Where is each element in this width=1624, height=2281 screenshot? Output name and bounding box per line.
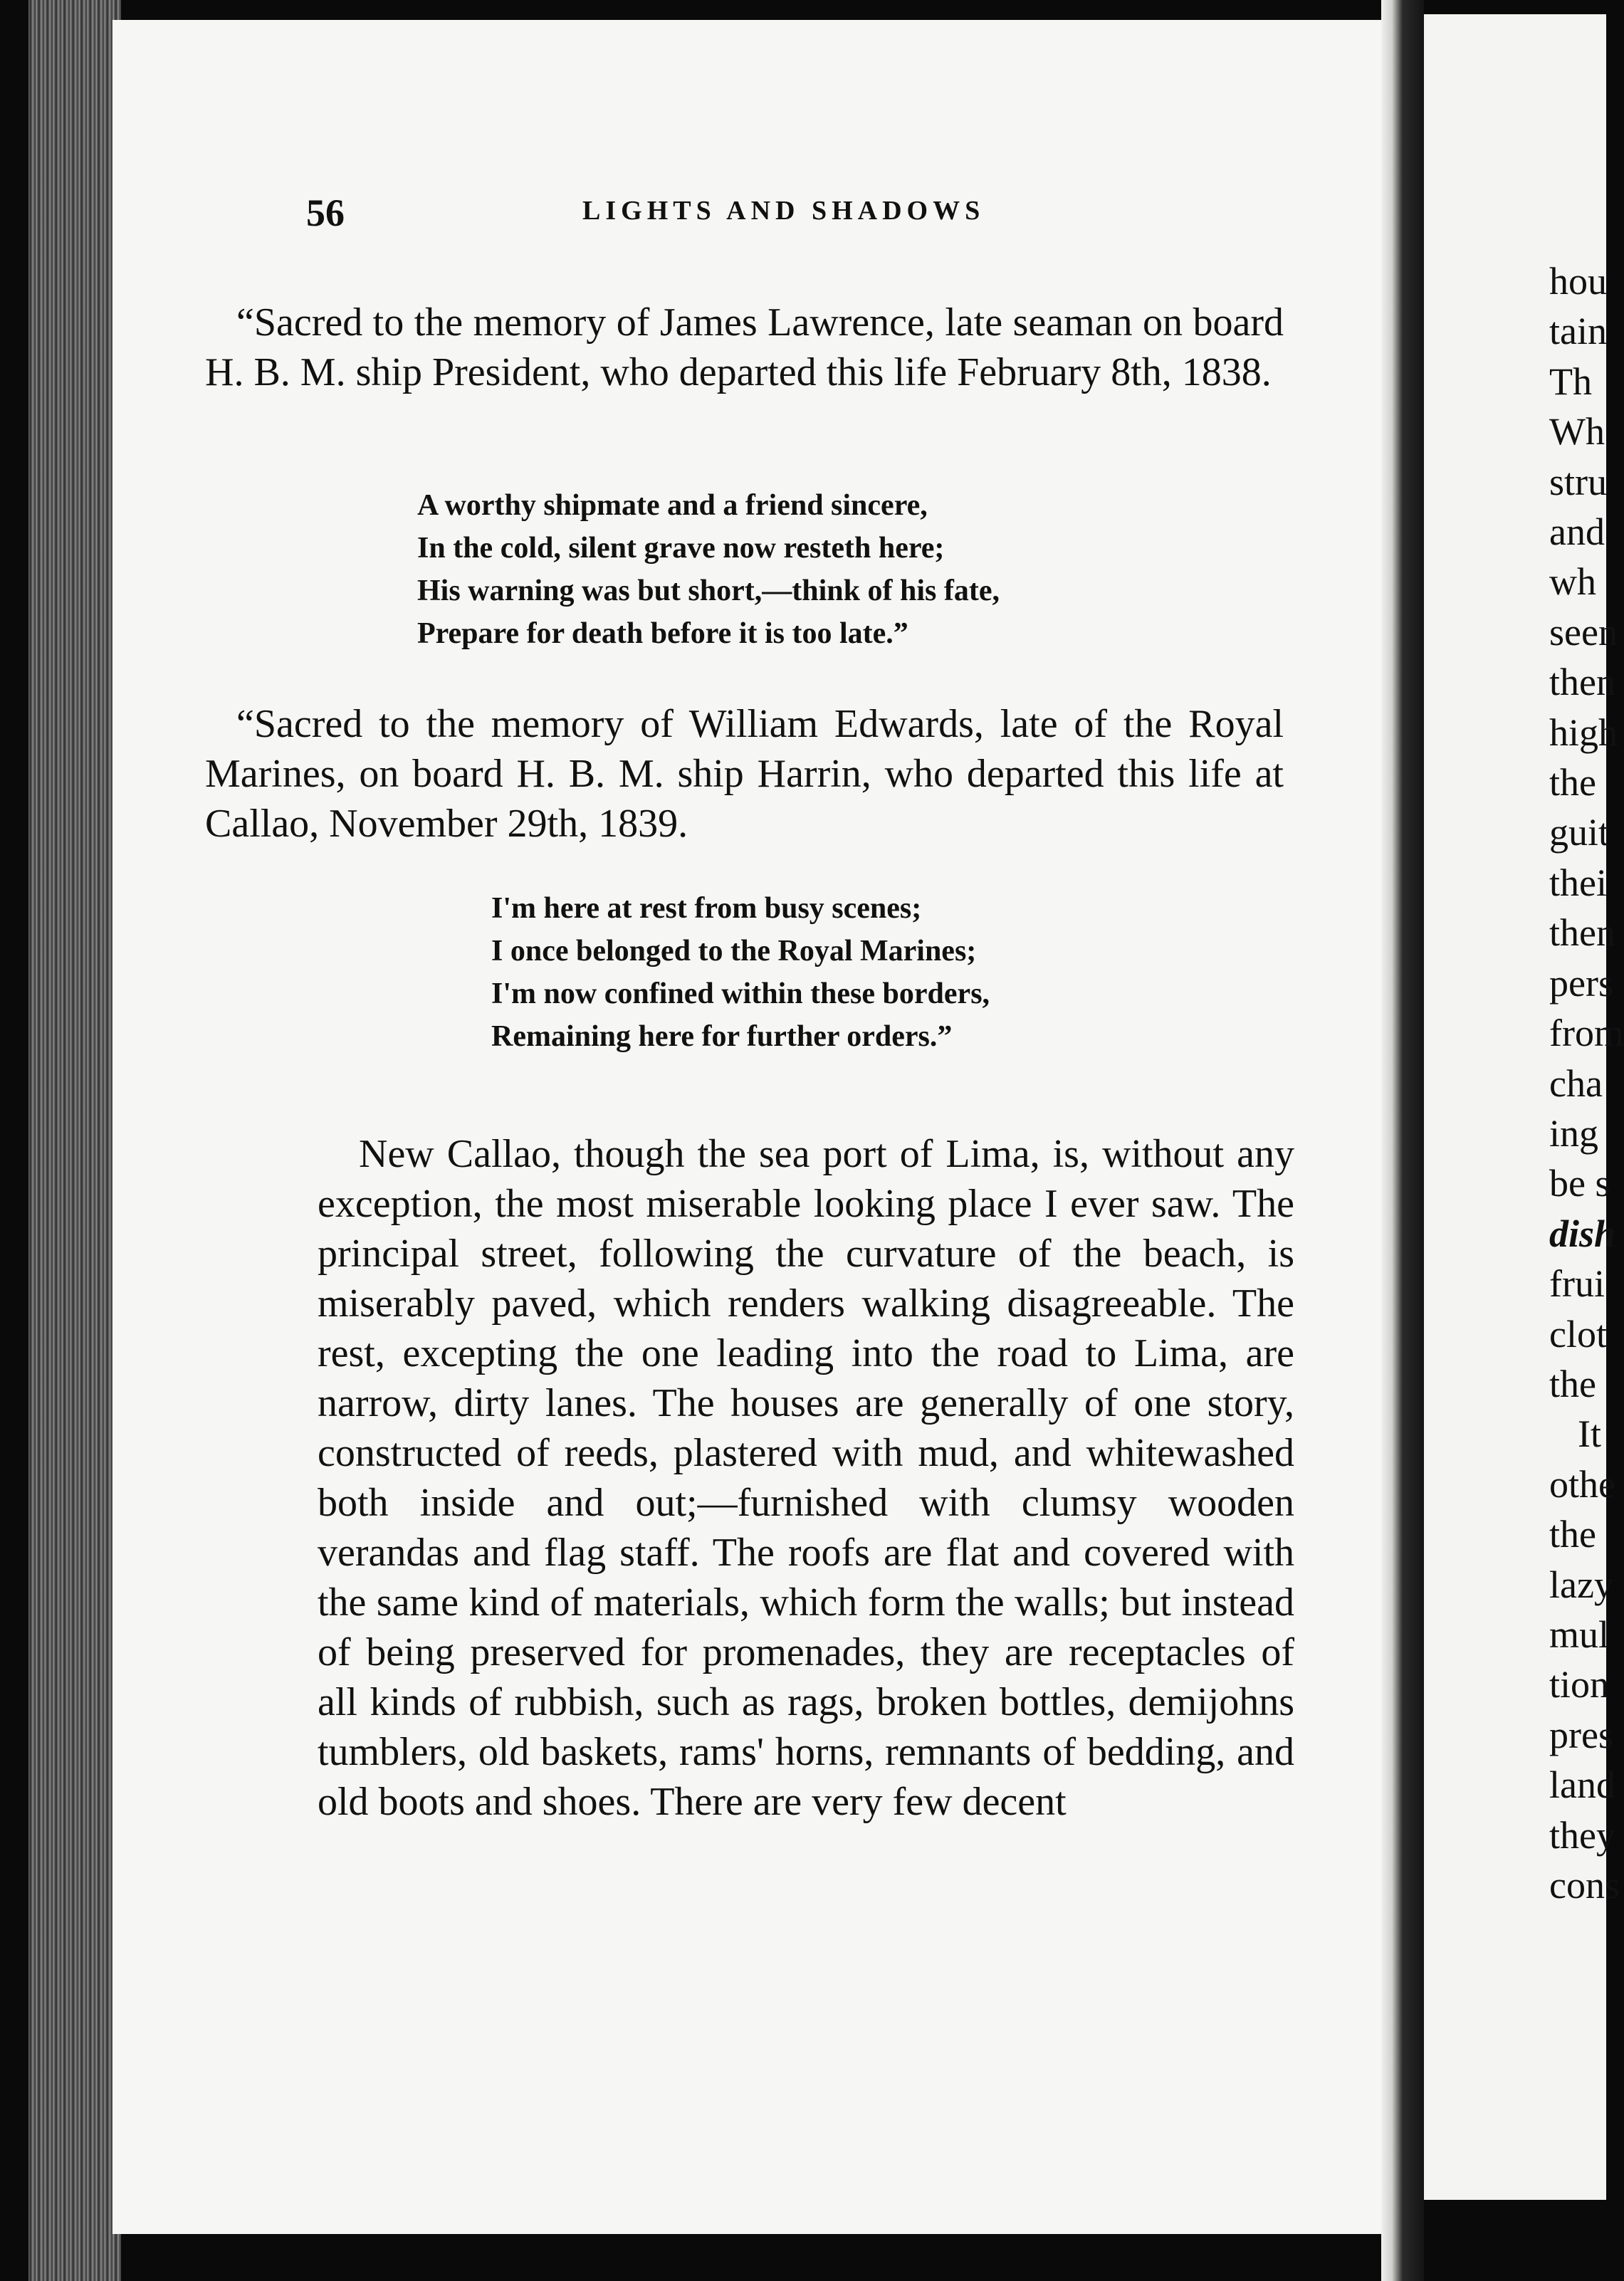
right-page-line: dish [1549,1212,1616,1255]
verse-line: A worthy shipmate and a friend sincere, [417,489,928,522]
right-page-line: land [1549,1763,1615,1807]
right-page-line: mul [1549,1613,1610,1656]
right-page-line: ing [1549,1111,1599,1155]
verse-line: Prepare for death before it is too late.” [417,617,908,650]
right-page-line: then [1549,661,1615,704]
right-page-line: guit [1549,811,1610,854]
right-page-line: stru [1549,460,1607,503]
right-page-line: pers [1549,961,1613,1005]
right-page-line: the [1549,1513,1596,1556]
right-page-line: cha [1549,1061,1603,1105]
right-page-line: clot [1549,1312,1607,1356]
page-number: 56 [306,192,345,234]
right-page-line: from [1549,1012,1624,1055]
epitaph-1-paragraph: “Sacred to the memory of James Lawrence, late seaman on board H. B. M. ship President, who departed this life February 8th, 1838. [205,300,1284,394]
right-page-line: the [1549,1362,1596,1405]
right-page-line: lazy [1549,1563,1613,1606]
book-spine [28,0,121,2281]
epitaph-2-verse [491,887,990,1058]
right-page-line: high [1549,710,1618,754]
right-page-line: the [1549,761,1596,804]
right-page-line: then [1549,911,1615,955]
verse-line: Remaining here for further orders.” [491,1020,953,1053]
right-page-line: they [1549,1813,1615,1857]
verse-line: I once belonged to the Royal Marines; [491,935,977,968]
epitaph-2-text [205,699,1284,849]
body-text [318,1129,1294,1827]
verse-line: I'm here at rest from busy scenes; [491,892,922,925]
body-paragraph: New Callao, though the sea port of Lima, is, without any exception, the most miserable looking place I ever saw. The principal street, following the curvature of the beach, is miserably paved, which renders walking disagreeable. The rest, excepting the one leading into the road to Lima, are narrow, dirty lanes. The houses are generally of one story, constructed of reeds, plastered with mud, and whitewashed both inside and out;—furnished with clumsy wooden verandas and flag staff. The roofs are flat and covered with the same kind of materials, which form the walls; but instead of being preserved for promenades, they are receptacles of all kinds of rubbish, such as rags, broken bottles, demijohns tumblers, old baskets, rams' horns, remnants of bedding, and old boots and shoes. There are very few decent [318,1132,1294,1824]
right-page-line: pres [1549,1713,1613,1756]
running-head [112,191,1394,234]
page-gutter [1381,0,1424,2281]
right-page-line: seen [1549,610,1618,654]
right-page-line: It [1578,1412,1601,1456]
right-page-line: frui [1549,1262,1605,1306]
epitaph-1-text [205,298,1284,397]
right-page-line: wh [1549,560,1596,604]
verse-line: In the cold, silent grave now resteth here; [417,532,945,565]
right-page-line: cons [1549,1864,1620,1907]
right-page-line: be s [1549,1162,1610,1205]
verse-line: I'm now confined within these borders, [491,977,990,1010]
verse-line: His warning was but short,—think of his fate, [417,575,1000,607]
running-head-title: LIGHTS AND SHADOWS [582,196,985,226]
epitaph-1-verse [417,484,1000,655]
right-page-line: thei [1549,861,1607,904]
right-page-line: Wh [1549,410,1605,453]
right-page-line: othe [1549,1462,1615,1506]
right-page-line: tain [1549,310,1607,353]
right-page-text [1549,256,1624,1910]
right-page-line: and [1549,510,1605,554]
right-page-line: hou [1549,260,1607,303]
epitaph-2-paragraph: “Sacred to the memory of William Edwards, late of the Royal Marines, on board H. B. M. ship Harrin, who departed this life at Callao, November 29th, 1839. [205,702,1284,846]
right-page-line: tion [1549,1663,1610,1706]
right-page-line: Th [1549,360,1592,403]
